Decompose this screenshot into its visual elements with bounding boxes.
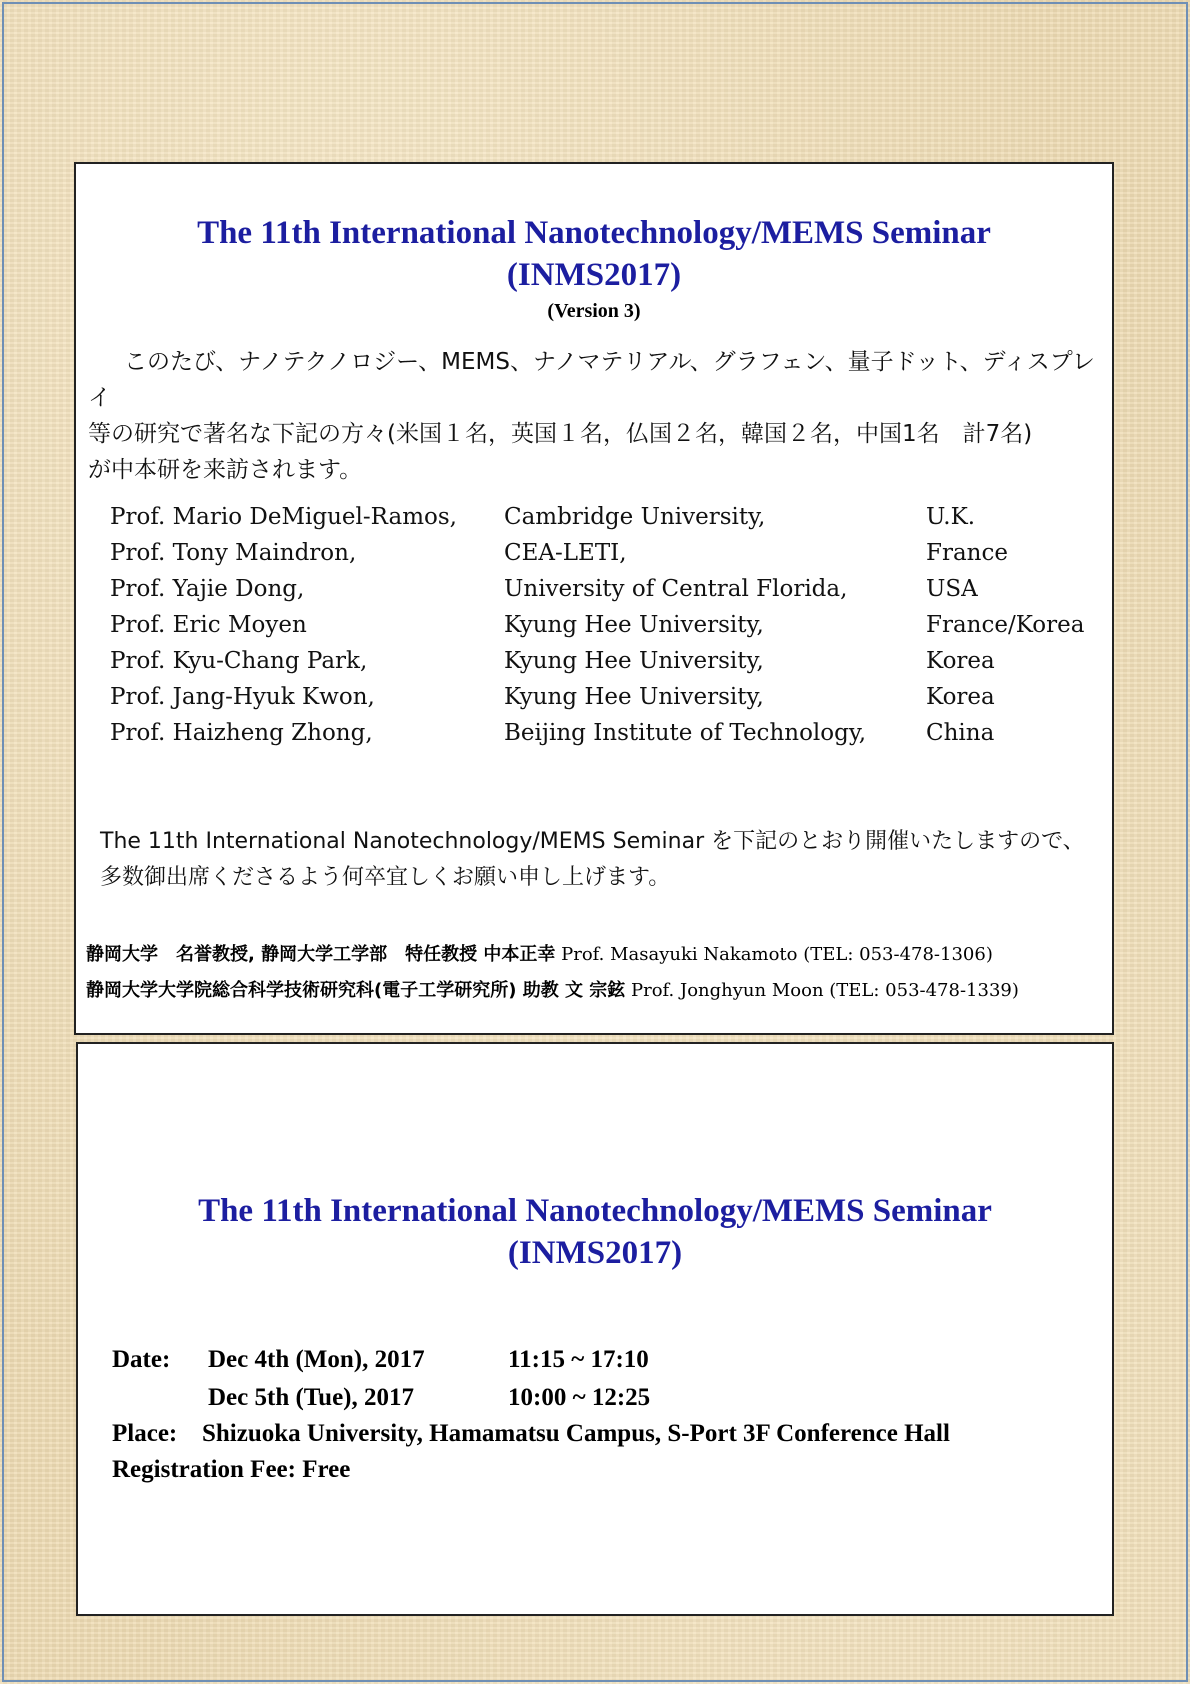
place-value: Shizuoka University, Hamamatsu Campus, S-Port 3F Conference Hall bbox=[202, 1420, 950, 1447]
speaker-country: Korea bbox=[926, 648, 995, 674]
date-label: Date: bbox=[112, 1346, 171, 1373]
intro-line-3: が中本研を来訪されます。 bbox=[88, 457, 363, 483]
speaker-name: Prof. Eric Moyen bbox=[110, 612, 307, 638]
version-label: (Version 3) bbox=[547, 300, 641, 322]
closing-line-1: The 11th International Nanotechnology/MEMS Seminar を下記のとおり開催いたしますので、 bbox=[100, 829, 1085, 854]
event-title: The 11th International Nanotechnology/MEMS Seminar bbox=[198, 1193, 992, 1229]
speaker-country: France/Korea bbox=[926, 612, 1085, 638]
speaker-name: Prof. Yajie Dong, bbox=[110, 576, 305, 602]
intro-line-1: このたび、ナノテクノロジー、MEMS、ナノマテリアル、グラフェン、量子ドット、ディスプレイ bbox=[88, 349, 1095, 411]
speaker-institution: Kyung Hee University, bbox=[504, 612, 764, 638]
speaker-country: U.K. bbox=[926, 504, 976, 530]
event-subtitle: (INMS2017) bbox=[507, 1235, 683, 1271]
speaker-country: Korea bbox=[926, 684, 995, 710]
speaker-country: France bbox=[926, 540, 1008, 566]
announcement-panel bbox=[74, 162, 1114, 1035]
speaker-institution: Kyung Hee University, bbox=[504, 648, 764, 674]
speaker-institution: CEA-LETI, bbox=[504, 540, 627, 566]
speaker-institution: Kyung Hee University, bbox=[504, 684, 764, 710]
intro-paragraph bbox=[88, 344, 1108, 488]
date-2: Dec 5th (Tue), 2017 bbox=[208, 1384, 415, 1411]
closing-paragraph bbox=[100, 824, 1100, 896]
contact-row bbox=[86, 940, 993, 966]
contact-jp: 静岡大学大学院総合科学技術研究科(電子工学研究所) 助教 文 宗鉉 bbox=[86, 980, 626, 1001]
contact-en: Prof. Jonghyun Moon (TEL: 053-478-1339) bbox=[630, 980, 1019, 1001]
speaker-country: China bbox=[926, 720, 995, 746]
time-2: 10:00 ~ 12:25 bbox=[508, 1384, 651, 1411]
speaker-institution: Cambridge University, bbox=[504, 504, 766, 530]
contact-jp: 静岡大学 名誉教授, 静岡大学工学部 特任教授 中本正幸 bbox=[86, 944, 556, 965]
date-1: Dec 4th (Mon), 2017 bbox=[208, 1346, 425, 1373]
speaker-institution: University of Central Florida, bbox=[504, 576, 848, 602]
time-1: 11:15 ~ 17:10 bbox=[508, 1346, 649, 1373]
seminar-subtitle: (INMS2017) bbox=[506, 257, 682, 293]
speaker-name: Prof. Jang-Hyuk Kwon, bbox=[110, 684, 375, 710]
closing-line-2: 多数御出席くださるよう何卒宜しくお願い申し上げます。 bbox=[100, 865, 671, 890]
seminar-title: The 11th International Nanotechnology/MEMS Seminar bbox=[197, 215, 991, 251]
contact-row bbox=[86, 976, 1019, 1002]
event-panel bbox=[76, 1042, 1114, 1616]
speaker-institution: Beijing Institute of Technology, bbox=[504, 720, 867, 746]
registration-fee: Registration Fee: Free bbox=[112, 1456, 351, 1483]
speaker-name: Prof. Kyu-Chang Park, bbox=[110, 648, 368, 674]
contact-en: Prof. Masayuki Nakamoto (TEL: 053-478-1306) bbox=[561, 944, 993, 965]
intro-line-2: 等の研究で著名な下記の方々(米国１名，英国１名，仏国２名，韓国２名，中国1名 計7名) bbox=[88, 421, 1033, 447]
speaker-country: USA bbox=[926, 576, 978, 602]
speaker-name: Prof. Tony Maindron, bbox=[110, 540, 357, 566]
place-label: Place: bbox=[112, 1420, 178, 1447]
speaker-name: Prof. Haizheng Zhong, bbox=[110, 720, 373, 746]
speaker-name: Prof. Mario DeMiguel-Ramos, bbox=[110, 504, 457, 530]
